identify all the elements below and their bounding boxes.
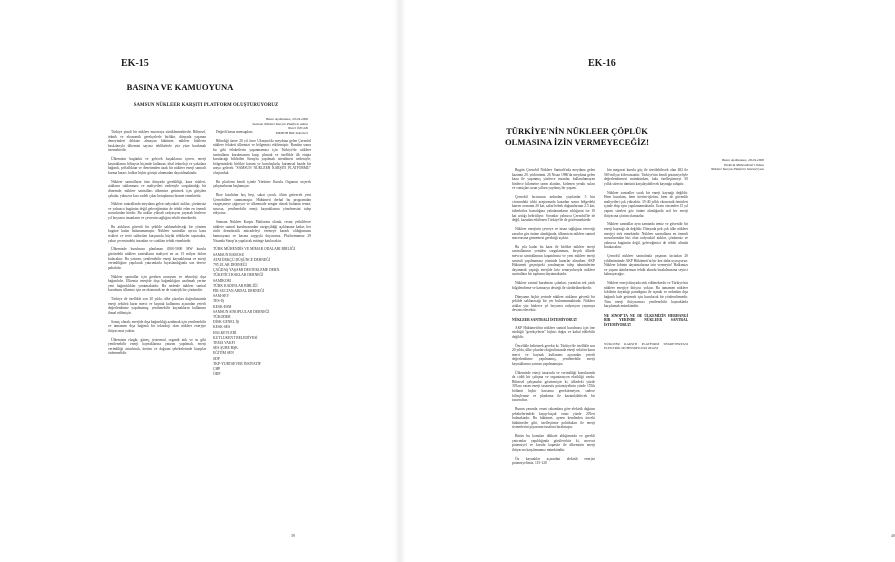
organization-item: SAMSUN SİNOPLULAR DERNEĞİ: [213, 309, 270, 314]
paragraph: Nükleer santrallarda meydana gelen radyoaktif atıklar, çözümsüz ve yalnızca bugünün değil geleceğimizin de tehdit eden en önemli sorunlardan biridir. Bu atıklar yüksek radyasyon yayarak binlerce yıl boyunca insanların ve çevrenin sağlığını tehdit etmektedir.: [108, 202, 206, 221]
organization-item: KESK-SES: [213, 325, 231, 330]
section-heading: NÜKLEER SANTRALİ İSTEMİYORUZ!: [512, 317, 578, 322]
signature-line: Basın Açıklaması, 28.04.2006: [722, 158, 764, 162]
paragraph: Nükleer santral kurulması çabaları, yaratılan tek yanlı bilgilendirme ve kamuoyu desteği ile sürdürülmektedir.: [512, 281, 595, 290]
paragraph: Ülkemizin bugünkü ve gelecek kuşaklarını içeren, enerji kaynaklarını bilinçsiz biçimde kullanan, ithal teknoloji ve yakıtlara bağımlı, şeffaflıktan ve denetimden uzak bir nükleer enerji santrali kurma kararı, halkın hiçbir görüşü alınmadan dayatılmaktadır.: [108, 157, 206, 175]
organization-item: ATATÜRKÇÜ DÜŞÜNCE DERNEĞİ: [213, 257, 271, 262]
signature-line: Elektrik Mühendisleri Odası: [724, 162, 764, 167]
right-page-title: TÜRKİYE'NİN NÜKLEER ÇÖPLÜK OLMASINA İZİN VERMEYECEĞİZ!: [504, 126, 650, 147]
paragraph: Bütün bu konuları dikkate aldığımızda ve gerekli yatırımlar yapıldığında görülecektir ki, mevcut potansiyel ve kurulu kapasite ile ülkemizin enerji ihtiyacını karşılamamız mümkündür.: [512, 434, 595, 452]
paragraph: Öncelikle belirtmek gerekir ki, Türkiye'de özellikle son 20 yılda, ülke çıkarları doğrultusunda enerji sektörü karar merci ve kaynak kullanımı açısından yeterli değerlendirme yapılmamış, yenilenebilir enerji kaynaklarına yatırım yapılmamıştır.: [512, 343, 595, 366]
organization-item: CHP: [213, 367, 221, 372]
paragraph: Ülkemizin rüzgâr, güneş, jeotermal, organik atık ve su gibi yenilenebilir enerji kaynaklarına yatırım yapılmalı, enerji verimliliği artırılmalı, üretim ve dağıtım şebekelerinde kayıplar önlenmelidir.: [108, 337, 206, 356]
organization-item: TÜRK KADINLAR BİRLİĞİ: [213, 283, 258, 288]
organization-item: TÜKODER: [213, 315, 231, 320]
organization-item: HALKEVLERİ: [213, 330, 237, 335]
closing-slogan: NE SİNOP'TA NE DE ÜLKEMİZİN HERHANGİ BİR YERİNDE NÜKLEER SANTRAL İSTEMİYORUZ!: [604, 313, 688, 327]
left-page-subtitle: SAMSUN NÜKLEER KARŞITI PLATFORM OLUŞTURUYORUZ: [133, 103, 279, 108]
signature-line: Nükleer Karşıtı Platform Sekreteryası: [710, 167, 764, 172]
left-column-2: [213, 130, 311, 530]
paragraph: Nükleer santrallar aynı zamanda temiz ve güvenilir bir enerji kaynağı da değildir. Dünyada pek çok ülke nükleer enerjiyi terk etmektedir. Nükleer santralların en önemli sorunlarından biri olan radyoaktif atıklar, çözümsüz ve yalnızca bugünün değil, geleceğimizi de tehdit altında bırakacaktır.: [604, 222, 688, 250]
left-ek-label: EK-15: [121, 58, 149, 69]
greeting: Değerli basın mensupları;: [216, 130, 254, 134]
paragraph: Bu platform kendi içinde Yürütme Kurulu Organını seçerek çalışmalarına başlamıştır.: [213, 179, 311, 189]
paragraph: Türkiye şimdi bir nükleer maceraya sürüklenmektedir. Bilimsel, teknik ve ekonomik gerekçelerle birlikte, dünyada yaşanan deneyimleri dikkate almayan hükümet, nükleer lobilerin baskılarıyla ülkemizi sayısız tehlikelerle yüz yüze bırakmak istemektedir.: [108, 130, 206, 153]
left-page: [0, 0, 400, 562]
paragraph: Bu atıkların güvenli bir şekilde saklanabileceği bir yöntem bugüne kadar bulunamamıştır. Nükleer santrallar ayrıca kaza riskleri ve terör saldırıları karşısında büyük tehlikeler taşımakta, yakın çevresindeki insanları ve canlıları tehdit etmektedir.: [108, 224, 206, 243]
left-page-number: 39: [291, 533, 295, 538]
signature-line: Nurel ÖZCAN: [288, 126, 308, 131]
organization-item: ÇAĞDAŞ YAŞAMI DESTEKLEME DERN.: [213, 268, 281, 273]
signature-line: Samsun Nükleer Karşıtı Platform adına: [252, 121, 308, 126]
organization-item: ÖDP: [213, 372, 221, 377]
organization-item: DİSK-GENEL İŞ: [213, 320, 239, 325]
right-column-1: [512, 168, 595, 528]
paragraph: Türkiye de özellikle son 20 yılda, ülke çıkarları doğrultusunda enerji sektörü karar merci ve kaynak kullanımı açısından yeterli değerlendirme yapılmamış, yenilenebilir kaynakların kullanımı ihmal edilmiştir.: [108, 297, 206, 315]
paragraph: Nükleer santraller sıcak bir enerji kaynağı değildir. Hem kurulum, hem üretim-işletim, hem de güvenlik maliyetleri çok yüksektir. 35-40 yıllık ekonomik ömürleri içinde ekip aynı yapılamamaktadır. Uranı cinsinden 15 yıl yapım süreleri göz önüne alındığında acil bir enerji ihtiyacına çözüm olamazlar.: [604, 190, 688, 218]
organization-item: SAMİKOM: [213, 278, 231, 283]
right-column-2: [604, 168, 688, 528]
right-signature-block: [680, 158, 764, 172]
organization-item: TES-İŞ: [213, 299, 225, 304]
left-column-1: [108, 130, 206, 530]
paragraph: Bugün Çernobil Nükleer Santrali'nda meydana gelen kazanın 20. yıldönümü. 26 Nisan 1986'da meydana gelen kaza ile yaşanmış yüzlerce insanlar, kullanılamayan binlerce kilometre tarım alanları, kirlenen yeraltı suları ve sonuçları uzun yıllara yayılmış bir yaşam.: [512, 168, 595, 191]
paragraph: bin megavat kurulu güç ile üretilebilecek olan 482 ile 569 milyar kilovatsaattir. Türkiye'nin kendi potansiyeliyle değerlendirmesi mümkünken, hala özelleştirmeyi 30 yıllık sürecin tümünü karşılayabilecek kaynağa sahiptir.: [604, 168, 688, 186]
signature-line: TMMOB İKK Sekreteri: [275, 131, 308, 136]
paragraph: Ülkemizde kurulması planlanan 4500-5000 MW kurulu gücündeki nükleer santralların maliyeti en az 15 milyar doları bulacaktır. Bu yatırım, yenilenebilir enerji kaynaklarına ve enerji verimliliğine yapılacak yatırımlarla kıyaslandığında son derece pahalıdır.: [108, 247, 206, 270]
paragraph: Samsun Nükleer Karşıtı Platformu olarak, resmi yetkililerce nükleer santral kurulmasından vazgeçildiği açıklanana kadar, her türlü demokratik mücadeleyi vermeye kararlı olduğumuzu kamuoyuna ve basına saygıyla duyururuz. Platformumuz 29 Nisanda Sinop'ta yapılacak mitinge katılacaktır.: [213, 220, 311, 243]
signature-line: Basın Açıklaması, 20.04.2006: [266, 117, 308, 121]
organization-item: 79'LULAR DERNEĞİ: [213, 263, 247, 268]
paragraph: Nükleer santrallar için gereken uranyum ve teknoloji dışa bağımlıdır. Ülkemiz enerjide dışa bağımlılığını azaltmak yerine yeni bağımlılıklar yaratmaktadır. Bu nedenle nükleer santral kurulması ülkemiz için ne ekonomik ne de stratejik bir çözümdür.: [108, 274, 206, 293]
organization-list: [213, 247, 311, 377]
organization-item: EĞİTİM SEN: [213, 351, 234, 356]
paragraph: Dünyanın hiçbir yerinde nükleer atıkların güvenli bir şekilde saklanacağı bir yer bulunmamaktadır. Nükleer atıklar yüz binlerce yıl boyunca radyasyon yaymaya devam edecektir.: [512, 294, 595, 313]
paragraph: Nükleer santralların tüm dünyada gerekliliği, kaza riskleri, atıkların saklanması ve maliyetleri nedeniyle sorgulandığı bir dönemde, nükleer santralları ülkemize getirmek için girişilen çabalar, yalnızca kısa vadeli çıkar hesaplarına hizmet etmektedir.: [108, 179, 206, 198]
paragraph: Çernobil nükleer santralında yaşanan faciadan 20 yıldönümünde AKP Hükümeti'ni bir kez daha uyarıyoruz: Nükleer lobinin dayatmalarına izin vermeyin! Halkımızı ve yaşam alanlarımızı tehdit altında bırakılmasına seyirci kalmayacağız.: [604, 254, 688, 277]
organization-item: TKP-YURTSEVER İNSİYATİF: [213, 361, 261, 366]
right-ek-label: EK-16: [588, 58, 616, 69]
paragraph: Ülkemizde enerji tasarrufu ve verimliliği konularında da ciddi bir çalışma ve organizasyon eksikliği vardır. Bilimsel çalışmalar göstermiştir ki, ülkedeki yüzde 30'lara varan enerji tasarrufu potansiyelinin yüzde 15'lik bölümü hiçbir harcama gerektirmeyen, sadece bilinçlenme ve planlama ile kazanılabilecek bir tasarruftur.: [512, 370, 595, 403]
paragraph: Bunun yanında, resmi rakamlara göre elektrik dağıtım şebekelerindeki kayıp-kaçak oranı yüzde 20'leri bulmaktadır. Bu hükümet, aynen kendinden önceki hükümetler gibi, özelleştirme politikaları ile enerji sistemlerini piyasanın insafına bırakmıştır.: [512, 407, 595, 430]
organization-item: SAMSUN BAROSU: [213, 252, 245, 257]
organization-item: SDP: [213, 356, 220, 361]
paragraph: Çernobil faciasının ardından yayılanlar 5 bin civarındaki tıbbi araştırmada kazadan sonra bölgedeki kanser oranının 20 kat, sakat bebek doğumlarının 2.5 kat, tüberküloz hastalığına yakalananların sıklığının ise 10 kat arttığı belirtiliyor. Sorunlar yalnızca Çernobil'de de değil, kazadan etkilenen Türkiye'de de gözlenmektedir.: [512, 195, 595, 223]
closing-signature: NÜKLEER KARŞITI PLATFORM SEKRETERYASI ELEKTRİK MÜHENDİSLERİ ODASI: [604, 341, 688, 351]
paragraph: Öz kaynaklar açısından elektrik enerjisi potansiyelimiz, 115-120: [512, 456, 595, 466]
paragraph: Nükleer enerji dünyada terk edilmektedir ve Türkiye'nin nükleer enerjiye ihtiyacı yoktur. Bu tamamen nükleer lobilerin dayattığı paradigma ile açmak ve ardından dışa bağımlı hale getirmek için kurulacak bir yönlendirmedir. Tüm enerji ihtiyacımızı yenilenebilir kaynaklarla karşılamak mümkündür.: [604, 281, 689, 309]
paragraph: Sonuç olarak; enerjide dışa bağımlılığı azaltmak için yenilenebilir ve tamamen dışa bağımlı bir teknoloji olan nükleer enerjiye ihtiyacımız yoktur.: [108, 319, 206, 333]
organization-item: SES ŞUBE BŞK.: [213, 346, 239, 351]
paragraph: Nükleer enerjinin çevreye ve insan sağlığına vereceği zararlar göz önüne alındığında, ülkemizin nükleer santral macerasına girmemesi gerektiği açıktır.: [512, 226, 595, 241]
organization-item: TEMA VAKFI: [213, 341, 235, 346]
organization-item: KUTLUKENT BELEDİYESİ: [213, 335, 258, 340]
organization-item: SAM-SEV: [213, 294, 230, 299]
organization-item: TÜKETİCİ HAKLAR DERNEĞİ: [213, 273, 264, 278]
paragraph: Bilindiği üzere 20 yıl önce Ukrayna'da meydana gelen Çernobil nükleer felaketi ülkemizi ve bölgemizi etkilemiştir. Bundan sonra bu gibi felaketlerin yaşanmaması için Türkiye'de nükleer santralların kurulmasına karşı çıkmak ve özellikle ilk etapta kurulacağı bildirilen Sinop'ta yapılmak istenilmesi nedeniyle, bölgemizdeki birlikte kurum ve kuruluşlarla, kurumsal bazda bir araya gelerek "SAMSUN NÜKLEER KARŞITI PLATFORMU" oluşturduk.: [213, 138, 311, 175]
paragraph: Bu yıla kadar bu kaza ile birlikte nükleer enerji santrallarının yeniden sorgulanması, birçok ülkede mevcut santrallarının kapatılması ve yeni nükleer enerji santrali yapılmaması yönünde kararlar alınırken, AKP Hükümeti geçmişteki yanılmayan talep tahminlerine dayanarak yaptığı enerjide kriz senaryolarıyla nükleer santrallara bir toplumu dayatmaktadır.: [512, 244, 595, 277]
left-page-title: BASINA VE KAMUOYUNA: [126, 82, 234, 92]
organization-item: KESK-ESM: [213, 304, 232, 309]
right-page: [400, 0, 895, 562]
organization-item: TÜRK MÜHENDİS VE MİMAR ODALARI BİRLİĞİ: [213, 247, 295, 252]
paragraph: Bize kısaltılan boş beşi, sakat çocuk, ölüm getirecek yeni Çernobillere sunmamıştır. Hükümeti derhal bu programdan vazgeçmeye çağırıyor ve ülkemizde zengin olarak bulunan temiz, sınırsız, yenilenebilir enerji kaynaklarına yönelmesini talep ediyoruz.: [213, 193, 311, 216]
paragraph: AKP Hükümeti'nin nükleer santral kurulması için öne sürdüğü "gerekçelerin" hiçbiri doğru ve kabul edilebilir değildir.: [512, 325, 595, 339]
organization-item: PİR SULTAN ABDAL DERNEĞİ: [213, 289, 264, 294]
right-page-number: 40: [891, 533, 895, 538]
